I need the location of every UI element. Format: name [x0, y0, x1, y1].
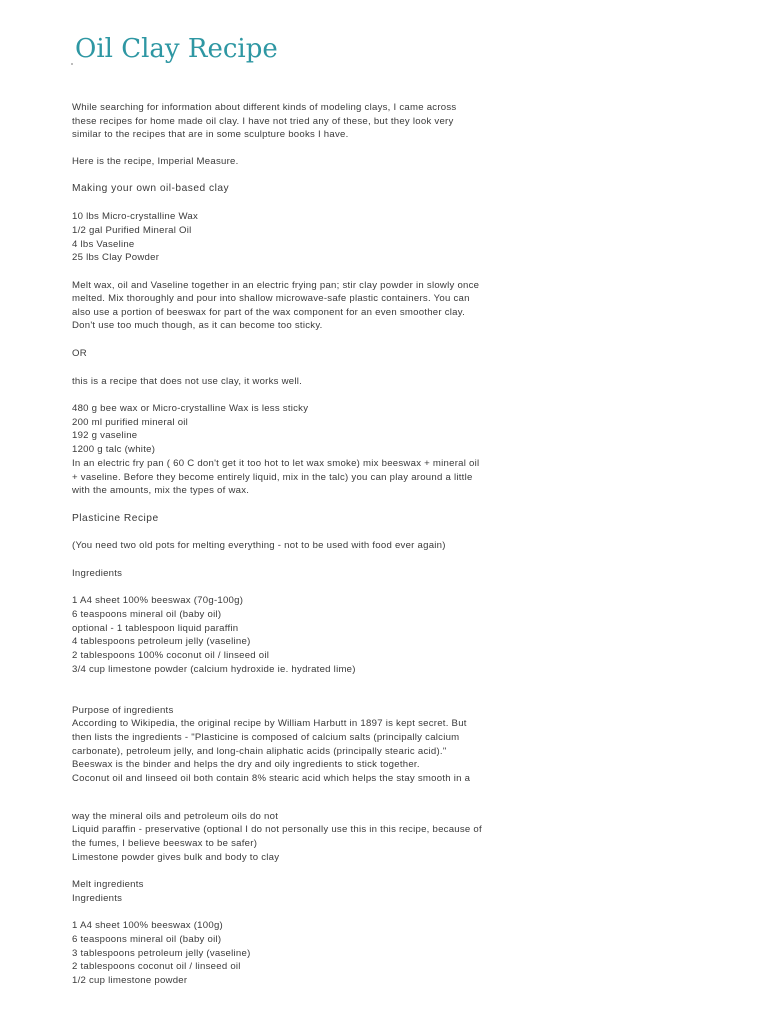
body-text-line: this is a recipe that does not use clay, it works well.: [72, 376, 303, 387]
body-text-line: 2 tablespoons 100% coconut oil / linseed oil: [72, 650, 270, 661]
body-text-line: 6 teaspoons mineral oil (baby oil): [72, 609, 222, 620]
body-text-line: 480 g bee wax or Micro-crystalline Wax is less sticky: [72, 403, 309, 414]
body-text-line: optional - 1 tablespoon liquid paraffin: [72, 623, 239, 634]
body-text-line: melted. Mix thoroughly and pour into shallow microwave-safe plastic containers. You can: [72, 293, 470, 304]
body-text-line: Here is the recipe, Imperial Measure.: [72, 156, 239, 167]
body-text-line: similar to the recipes that are in some sculpture books I have.: [72, 129, 349, 140]
section-heading: Plasticine Recipe: [72, 513, 159, 524]
body-text-line: Ingredients: [72, 568, 123, 579]
body-text-line: OR: [72, 348, 87, 359]
body-text-line: 200 ml purified mineral oil: [72, 417, 189, 428]
body-text-line: 6 teaspoons mineral oil (baby oil): [72, 934, 222, 945]
body-text-line: Ingredients: [72, 893, 123, 904]
body-text-line: 1/2 cup limestone powder: [72, 975, 188, 986]
document-title: Oil Clay Recipe: [75, 34, 278, 64]
body-text-line: Melt ingredients: [72, 879, 144, 890]
body-text-line: the fumes, I believe beeswax to be safer): [72, 838, 258, 849]
body-text-line: carbonate), petroleum jelly, and long-chain aliphatic acids (principally stearic acid).": [72, 746, 447, 757]
body-text-line: 3 tablespoons petroleum jelly (vaseline): [72, 948, 251, 959]
title-underline-mark: [71, 63, 73, 65]
body-text-line: Don't use too much though, as it can become too sticky.: [72, 320, 323, 331]
body-text-line: these recipes for home made oil clay. I have not tried any of these, but they look very: [72, 116, 454, 127]
body-text-line: also use a portion of beeswax for part of the wax component for an even smoother clay.: [72, 307, 466, 318]
body-text-line: 1 A4 sheet 100% beeswax (70g-100g): [72, 595, 244, 606]
body-text-line: 4 lbs Vaseline: [72, 239, 135, 250]
body-text-line: While searching for information about different kinds of modeling clays, I came across: [72, 102, 457, 113]
body-text-line: 192 g vaseline: [72, 430, 138, 441]
body-text-line: then lists the ingredients - "Plasticine is composed of calcium salts (principally calcium: [72, 732, 460, 743]
body-text-line: In an electric fry pan ( 60 C don't get it too hot to let wax smoke) mix beeswax + mineral oil: [72, 458, 480, 469]
body-text-line: According to Wikipedia, the original recipe by William Harbutt in 1897 is kept secret. But: [72, 718, 467, 729]
body-text-line: Melt wax, oil and Vaseline together in an electric frying pan; stir clay powder in slowly once: [72, 280, 480, 291]
body-text-line: 1200 g talc (white): [72, 444, 156, 455]
section-heading: Making your own oil-based clay: [72, 183, 230, 194]
body-text-line: 1/2 gal Purified Mineral Oil: [72, 225, 192, 236]
body-text-line: 10 lbs Micro-crystalline Wax: [72, 211, 199, 222]
body-text-line: 1 A4 sheet 100% beeswax (100g): [72, 920, 223, 931]
body-text-line: (You need two old pots for melting everything - not to be used with food ever again): [72, 540, 446, 551]
body-text-line: 3/4 cup limestone powder (calcium hydroxide ie. hydrated lime): [72, 664, 356, 675]
body-text-line: 25 lbs Clay Powder: [72, 252, 160, 263]
body-text-line: Coconut oil and linseed oil both contain 8% stearic acid which helps the stay smooth in a: [72, 773, 471, 784]
body-text-line: with the amounts, mix the types of wax.: [72, 485, 250, 496]
body-text-line: Beeswax is the binder and helps the dry and oily ingredients to stick together.: [72, 759, 420, 770]
body-text-line: 4 tablespoons petroleum jelly (vaseline): [72, 636, 251, 647]
body-text-line: Limestone powder gives bulk and body to clay: [72, 852, 280, 863]
body-text-line: way the mineral oils and petroleum oils do not: [72, 811, 279, 822]
body-text-line: 2 tablespoons coconut oil / linseed oil: [72, 961, 241, 972]
body-text-line: Purpose of ingredients: [72, 705, 174, 716]
body-text-line: Liquid paraffin - preservative (optional I do not personally use this in this recipe, because of: [72, 824, 482, 835]
body-text-line: + vaseline. Before they become entirely liquid, mix in the talc) you can play around a little: [72, 472, 473, 483]
